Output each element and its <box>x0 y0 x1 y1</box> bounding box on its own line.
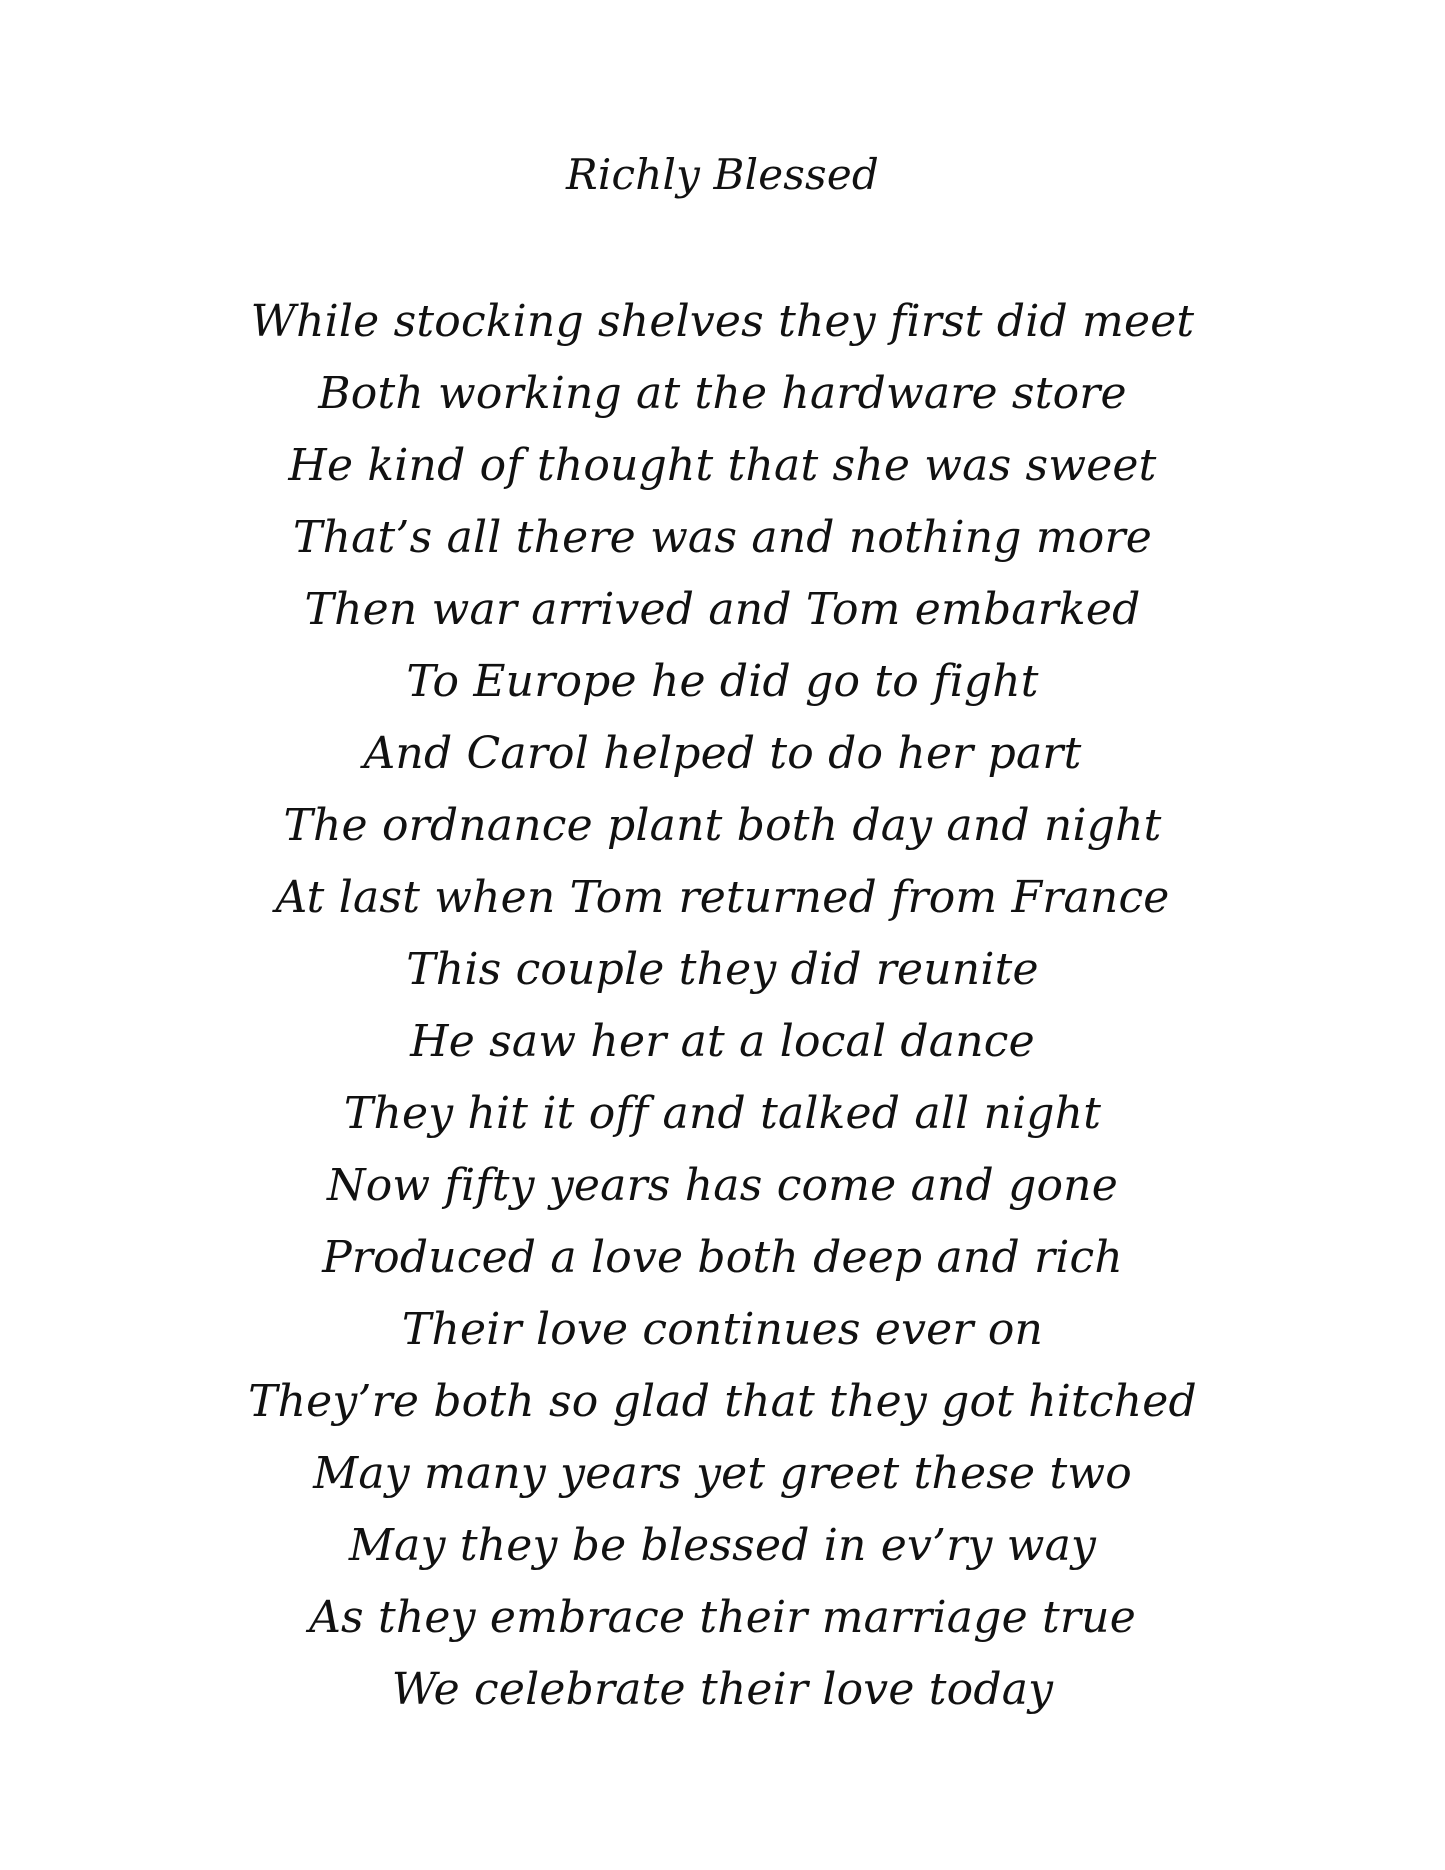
poem-line: We celebrate their love today <box>391 1664 1054 1715</box>
poem-line: To Europe he did go to fight <box>406 656 1039 707</box>
poem-line: Now fifty years has come and gone <box>327 1160 1118 1211</box>
poem-line: Both working at the hardware store <box>318 368 1127 419</box>
poem-title: Richly Blessed <box>566 150 879 199</box>
poem-line: While stocking shelves they first did meet <box>250 296 1195 347</box>
poem-line: May many years yet greet these two <box>313 1448 1132 1499</box>
poem-line: They hit it off and talked all night <box>343 1088 1102 1139</box>
poem-line: Then war arrived and Tom embarked <box>304 584 1141 635</box>
poem-line: As they embrace their marriage true <box>309 1592 1136 1643</box>
poem-line: Produced a love both deep and rich <box>322 1232 1123 1283</box>
poem-line: They’re both so glad that they got hitched <box>248 1376 1197 1427</box>
poem-line: And Carol helped to do her part <box>363 728 1082 779</box>
poem-line: May they be blessed in ev’ry way <box>348 1520 1097 1571</box>
poem-line: This couple they did reunite <box>406 944 1039 995</box>
poem-line: He saw her at a local dance <box>410 1016 1035 1067</box>
poem-line: The ordnance plant both day and night <box>283 800 1162 851</box>
poem-body <box>0 286 1445 1726</box>
poem-line: He kind of thought that she was sweet <box>288 440 1157 491</box>
poem-line: At last when Tom returned from France <box>275 872 1170 923</box>
poem-line: Their love continues ever on <box>401 1304 1044 1355</box>
poem-line: That’s all there was and nothing more <box>293 512 1152 563</box>
